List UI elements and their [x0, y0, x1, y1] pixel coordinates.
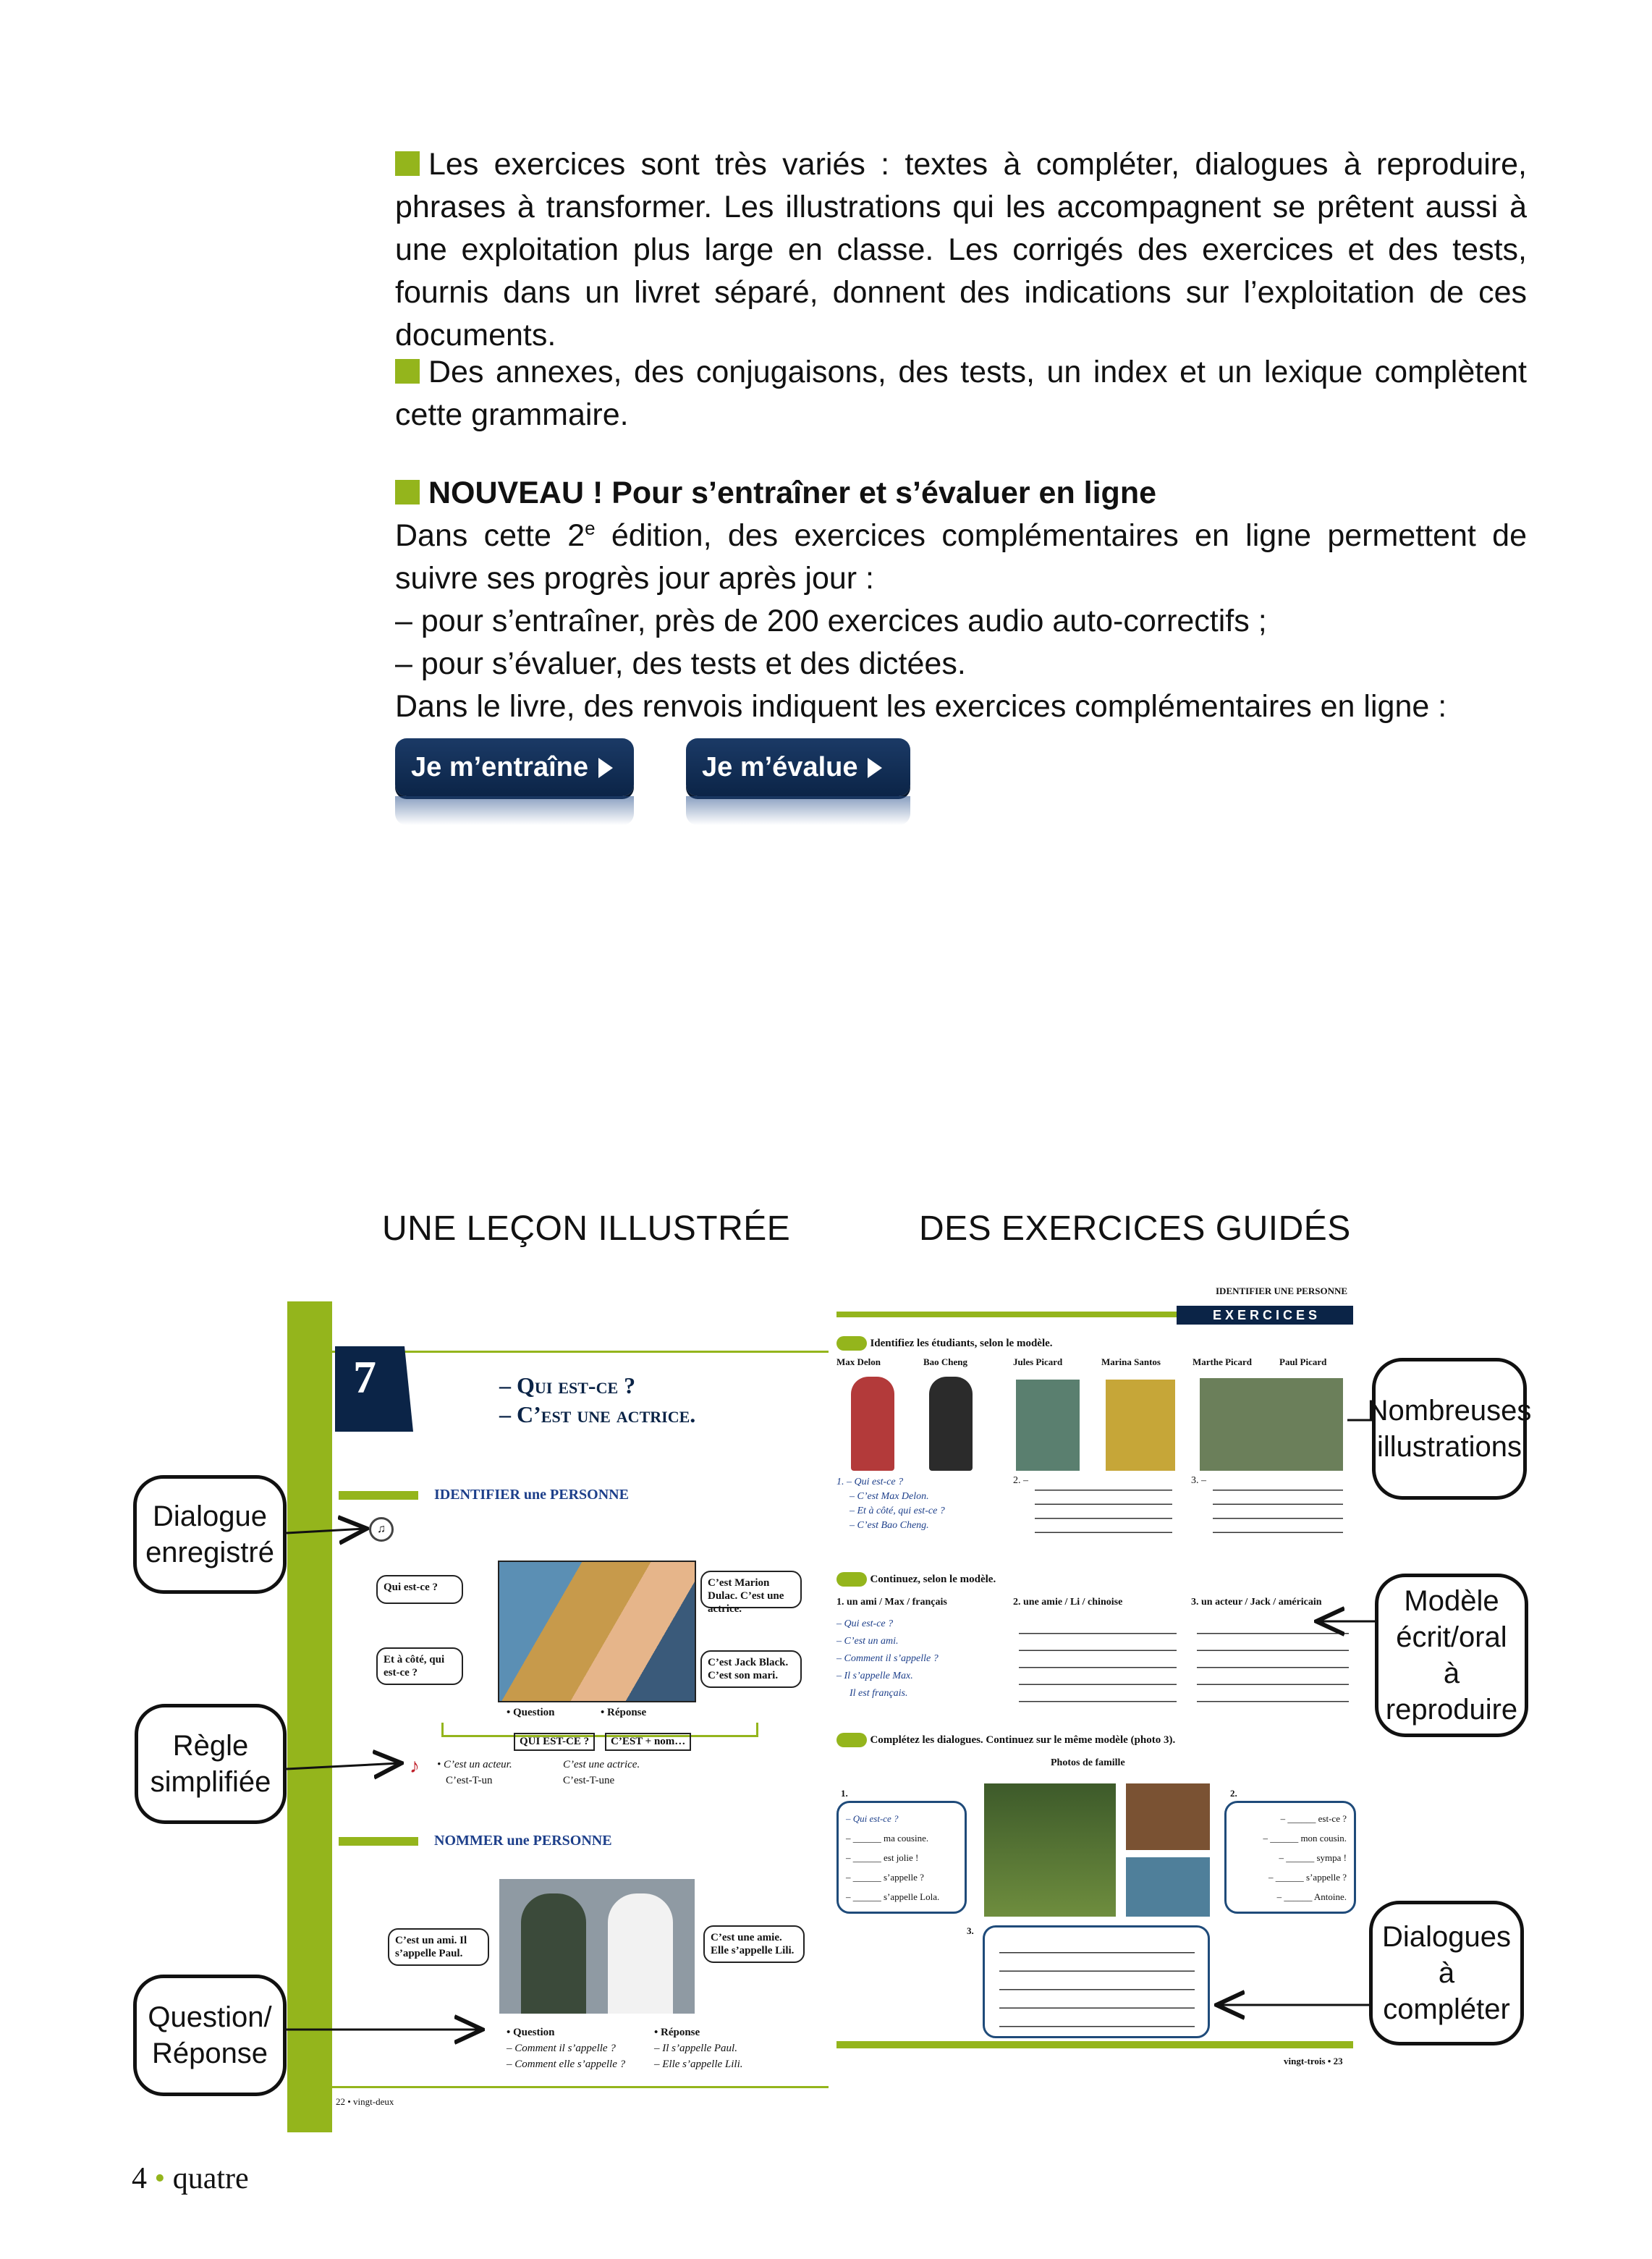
ex1-n2: 2. –	[1013, 1475, 1028, 1486]
ex1-line-2: – C’est Max Delon.	[850, 1491, 929, 1502]
arrow-regle	[287, 1763, 399, 1769]
rule-box-2: C’EST + nom…	[605, 1733, 691, 1751]
q2-line-b: – Comment elle s’appelle ?	[507, 2059, 626, 2070]
d1-number: 1.	[841, 1788, 848, 1799]
bubble-marion: C’est Marion Dulac. C’est une actrice.	[700, 1571, 802, 1608]
ex-folio: vingt-trois • 23	[1284, 2056, 1343, 2066]
name-jules: Jules Picard	[1013, 1356, 1063, 1367]
name-marina: Marina Santos	[1101, 1356, 1161, 1367]
r2-line-b: – Elle s’appelle Lili.	[654, 2059, 743, 2070]
name-max: Max Delon	[836, 1356, 881, 1367]
headphones-icon: ♫	[369, 1517, 394, 1542]
bubble-a-cote: Et à côté, qui est-ce ?	[376, 1647, 463, 1685]
lesson-folio: 22 • vingt-deux	[336, 2096, 394, 2107]
ex3-photos-label: Photos de famille	[1051, 1757, 1125, 1768]
q2-line-a: – Comment il s’appelle ?	[507, 2043, 616, 2054]
lecon-title: UNE LEÇON ILLUSTRÉE	[382, 1209, 791, 1248]
name-paul: Paul Picard	[1279, 1356, 1327, 1367]
r2-label: • Réponse	[654, 2027, 700, 2038]
ex2-line-1: – Qui est-ce ?	[836, 1618, 894, 1629]
ex2-line-2: – C’est un ami.	[836, 1636, 899, 1647]
ex3-instruction: Complétez les dialogues. Continuez sur le même modèle (photo 3).	[870, 1734, 1176, 1747]
rule-box-1: QUI EST-CE ?	[514, 1733, 595, 1751]
renvois-text: Dans le livre, des renvois indiquent les exercices complémentaires en ligne :	[395, 689, 1447, 724]
rule-example-1b: C’est-T-un	[446, 1775, 493, 1786]
d2-line-2: – ______ mon cousin.	[1263, 1833, 1347, 1844]
ex-band: E X E R C I C E S	[1177, 1306, 1353, 1325]
bullet-evaluer: – pour s’évaluer, des tests et des dictées.	[395, 646, 966, 681]
rule-example-1a: • C’est un acteur.	[437, 1759, 512, 1770]
rule-example-2b: C’est-T-une	[563, 1775, 615, 1786]
bubble-amie: C’est une amie. Elle s’appelle Lili.	[703, 1925, 805, 1963]
nouveau-post: édition, des exercices complémentaires en ligne permettent de suivre ses progrès jour après jour :	[395, 518, 1527, 596]
ex2-line-3: – Comment il s’appelle ?	[836, 1653, 939, 1664]
intro-text-1: Les exercices sont très variés : textes à compléter, dialogues à reproduire, phrases à transformer. Les illustrations qui les accompagnent se prêtent aussi à une exploitation plus large en classe. Les corrigés des exercices et des tests, fournis dans un livret séparé, donnent des indications sur l’exploitation de ces documents.	[395, 147, 1527, 352]
d1-line-2: – ______ ma cousine.	[846, 1833, 929, 1844]
callout-dialogues-line-1: Dialogues à	[1382, 1921, 1511, 1989]
callout-modele-line-2: écrit/oral	[1396, 1621, 1507, 1653]
bubble-jack: C’est Jack Black. C’est son mari.	[700, 1650, 802, 1688]
callout-modele-line-1: Modèle	[1404, 1585, 1499, 1617]
ex2-line-5: Il est français.	[850, 1688, 908, 1699]
lesson-subtitle-1: IDENTIFIER une PERSONNE	[434, 1487, 629, 1503]
d2-line-1: – ______ est-ce ?	[1280, 1813, 1347, 1824]
d2-number: 2.	[1230, 1788, 1237, 1799]
intro-text-2: Des annexes, des conjugaisons, des tests, un index et un lexique complètent cette grammaire.	[395, 355, 1527, 432]
callout-dialogue-line-2: enregistré	[145, 1537, 274, 1568]
ex2-col-3: 3. un acteur / Jack / américain	[1191, 1597, 1322, 1608]
ex2-line-4: – Il s’appelle Max.	[836, 1671, 913, 1681]
arrow-dialogue	[287, 1529, 365, 1533]
page-folio-number: 4	[132, 2162, 147, 2195]
lesson-subtitle-2: NOMMER une PERSONNE	[434, 1833, 612, 1849]
music-note-icon: ♪	[410, 1755, 420, 1777]
bubble-ami: C’est un ami. Il s’appelle Paul.	[388, 1928, 489, 1966]
d2-line-3: – ______ sympa !	[1279, 1852, 1347, 1863]
page-folio	[132, 2161, 249, 2196]
evalue-label: Je m’évalue	[702, 752, 858, 782]
d1-line-4: – ______ s’appelle ?	[846, 1872, 924, 1883]
lesson-title-1: – Qui est-ce ?	[499, 1372, 636, 1398]
page-folio-word: quatre	[172, 2162, 249, 2195]
ex1-line-1: 1. – Qui est-ce ?	[836, 1477, 904, 1487]
ex1-line-3: – Et à côté, qui est-ce ?	[850, 1506, 945, 1516]
label-question: • Question	[507, 1707, 555, 1718]
nouveau-pre: Dans cette 2	[395, 518, 585, 553]
bubble-qui-est-ce: Qui est-ce ?	[376, 1575, 463, 1604]
callout-modele-line-3: à reproduire	[1385, 1658, 1518, 1726]
callout-illus-line-2: illustrations	[1376, 1431, 1522, 1463]
bullet-entrainer: – pour s’entraîner, près de 200 exercices audio auto-correctifs ;	[395, 604, 1267, 638]
nouveau-title: NOUVEAU ! Pour s’entraîner et s’évaluer en ligne	[428, 476, 1157, 510]
d1-line-3: – ______ est jolie !	[846, 1852, 919, 1863]
entraine-label: Je m’entraîne	[411, 752, 588, 782]
label-reponse: • Réponse	[601, 1707, 647, 1718]
d2-line-5: – ______ Antoine.	[1276, 1891, 1347, 1902]
folio-dot: •	[154, 2162, 166, 2195]
callout-dialogues-line-2: compléter	[1383, 1993, 1510, 2025]
nouveau-sup: e	[585, 517, 596, 539]
rule-example-2a: C’est une actrice.	[563, 1759, 640, 1770]
exercices-title: DES EXERCICES GUIDÉS	[919, 1209, 1351, 1248]
ex1-n3: 3. –	[1191, 1475, 1206, 1486]
r2-line-a: – Il s’appelle Paul.	[654, 2043, 737, 2054]
callout-illus-line-1: Nombreuses	[1367, 1395, 1532, 1427]
callout-regle-line-2: simplifiée	[150, 1766, 271, 1798]
ex2-instruction: Continuez, selon le modèle.	[870, 1574, 996, 1586]
d3-number: 3.	[967, 1925, 974, 1936]
lesson-number: 7	[353, 1351, 376, 1403]
q2-label: • Question	[507, 2027, 555, 2038]
ex-header: IDENTIFIER UNE PERSONNE	[1216, 1285, 1348, 1296]
lesson-title-2: – C’est une actrice.	[499, 1401, 696, 1427]
ex2-col-1: 1. un ami / Max / français	[836, 1597, 947, 1608]
d1-line-5: – ______ s’appelle Lola.	[846, 1891, 940, 1902]
name-marthe: Marthe Picard	[1193, 1356, 1252, 1367]
callout-question-line-2: Réponse	[151, 2038, 268, 2069]
d1-line-1: – Qui est-ce ?	[846, 1813, 899, 1824]
callout-question-line-1: Question/	[148, 2001, 272, 2033]
ex2-col-2: 2. une amie / Li / chinoise	[1013, 1597, 1123, 1608]
ex1-line-4: – C’est Bao Cheng.	[850, 1520, 929, 1531]
callout-dialogue-line-1: Dialogue	[153, 1500, 267, 1532]
name-bao: Bao Cheng	[923, 1356, 968, 1367]
ex1-instruction: Identifiez les étudiants, selon le modèle.	[870, 1338, 1053, 1350]
callout-regle-line-1: Règle	[172, 1730, 249, 1762]
d2-line-4: – ______ s’appelle ?	[1268, 1872, 1347, 1883]
